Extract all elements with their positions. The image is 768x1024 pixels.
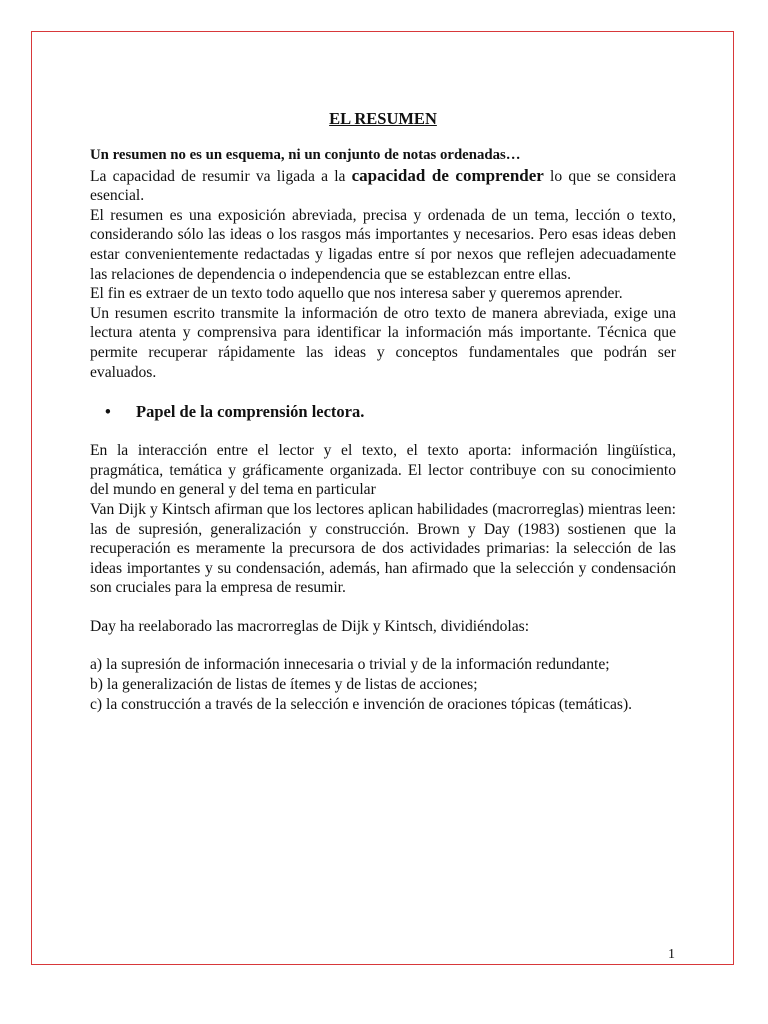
list-item-b: b) la generalización de listas de ítemes y de listas de acciones;: [90, 676, 478, 694]
document-body: [90, 108, 676, 714]
paragraph-capacidad: [90, 166, 676, 206]
paragraph-interaccion: En la interacción entre el lector y el texto, el texto aporta: información lingüística, pragmática, temática y gráficamente organizada. El lector contribuye con su conocimiento del mundo en general y del tema en particular: [90, 442, 676, 499]
bullet-icon: •: [105, 402, 111, 422]
paragraph-fin: El fin es extraer de un texto todo aquello que nos interesa saber y queremos aprender.: [90, 285, 623, 303]
paragraph-van-dijk: Van Dijk y Kintsch afirman que los lectores aplican habilidades (macrorreglas) mientras leen: las de supresión, generalización y construcción. Brown y Day (1983) sostienen que la recuperación es meramente la precursora de dos actividades primarias: la selección de las ideas importantes y su condensación, además, han afirmado que la selección y condensación son cruciales para la empresa de resumir.: [90, 500, 676, 597]
section-heading: Papel de la comprensión lectora.: [136, 402, 365, 422]
list-item-a: a) la supresión de información innecesaria o trivial y de la información redundante;: [90, 656, 610, 674]
paragraph-capacidad-start: La capacidad de resumir va ligada a la: [90, 167, 352, 185]
paragraph-resumen-escrito: Un resumen escrito transmite la información de otro texto de manera abreviada, exige una lectura atenta y comprensiva para identificar la información más importante. Técnica que permite recuperar rápidamente las ideas y conceptos fundamentales que podrán ser evaluados.: [90, 304, 676, 381]
paragraph-capacidad-emphasis: capacidad de comprender: [351, 165, 544, 185]
document-subtitle: Un resumen no es un esquema, ni un conjunto de notas ordenadas…: [90, 147, 521, 163]
paragraph-day: Day ha reelaborado las macrorreglas de Dijk y Kintsch, dividiéndolas:: [90, 617, 530, 635]
page-number: 1: [668, 947, 675, 962]
document-title: EL RESUMEN: [329, 109, 437, 128]
section-heading-row: [90, 401, 676, 423]
paragraph-definicion: El resumen es una exposición abreviada, precisa y ordenada de un tema, lección o texto, considerando sólo las ideas o los rasgos más importantes y necesarios. Pero esas ideas deben estar convenientemente redactadas y ligadas entre sí por nexos que reflejen adecuadamente las relaciones de dependencia o independencia que se establezcan entre ellas.: [90, 206, 676, 283]
list-item-c: c) la construcción a través de la selección e invención de oraciones tópicas (temáticas).: [90, 695, 633, 713]
paragraph-capacidad-end: lo que se considera esencial.: [90, 167, 677, 205]
